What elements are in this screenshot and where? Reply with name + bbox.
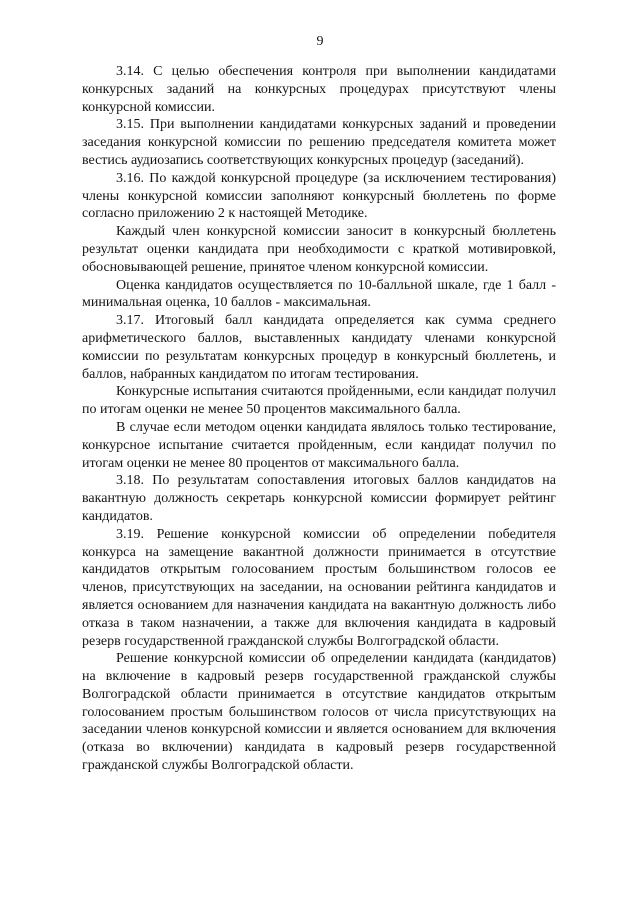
paragraph-3-15: 3.15. При выполнении кандидатами конкурсных заданий и проведении заседания конкурсной комиссии по решению председателя комитета может вестись аудиозапись соответствующих конкурсных процедур (заседаний). <box>82 117 556 168</box>
paragraph-3-18: 3.18. По результатам сопоставления итоговых баллов кандидатов на вакантную должность секретарь конкурсной комиссии формирует рейтинг кандидатов. <box>82 473 556 524</box>
paragraph-scoring-scale: Оценка кандидатов осуществляется по 10-балльной шкале, где 1 балл - минимальная оценка, 10 баллов - максимальная. <box>82 277 556 311</box>
paragraph-3-19: 3.19. Решение конкурсной комиссии об определении победителя конкурса на замещение вакантной должности принимается в отсутствие кандидатов открытым голосованием простым большинством голосов ее членов, присутствующих на заседании, на основании рейтинга кандидатов и является основанием для назначения кандидата на вакантную должность либо отказа в таком назначении, а также для включения кандидата в кадровый резерв государственной гражданской службы Волгоградской области. <box>82 526 556 649</box>
paragraph-testing-only-threshold: В случае если методом оценки кандидата являлось только тестирование, конкурсное испытание считается пройденным, если кандидат получил по итогам оценки не менее 80 процентов от максимального балла. <box>82 419 556 471</box>
paragraph-3-14: 3.14. С целью обеспечения контроля при выполнении кандидатами конкурсных заданий на конкурсных процедурах присутствуют члены конкурсной комиссии. <box>82 64 556 115</box>
page-number: 9 <box>316 34 324 49</box>
paragraph-3-17: 3.17. Итоговый балл кандидата определяется как сумма среднего арифметического баллов, выставленных кандидату членами конкурсной комиссии по результатам конкурсных процедур в конкурсный бюллетень, и баллов, набранных кандидатом по итогам тестирования. <box>82 313 556 382</box>
paragraph-reserve-decision: Решение конкурсной комиссии об определении кандидата (кандидатов) на включение в кадровый резерв государственной гражданской службы Волгоградской области принимается в отсутствие кандидатов открытым голосованием простым большинством голосов от числа присутствующих на заседании членов конкурсной комиссии и является основанием для включения (отказа во включении) кандидата в кадровый резерв государственной гражданской службы Волгоградской области. <box>82 651 556 774</box>
paragraph-member-ballot: Каждый член конкурсной комиссии заносит в конкурсный бюллетень результат оценки кандидата при необходимости с краткой мотивировкой, обосновывающей решение, принятое членом конкурсной комиссии. <box>82 224 556 275</box>
paragraph-3-16: 3.16. По каждой конкурсной процедуре (за исключением тестирования) члены конкурсной комиссии заполняют конкурсный бюллетень по форме согласно приложению 2 к настоящей Методике. <box>82 170 556 222</box>
document-body <box>82 63 556 775</box>
paragraph-passing-threshold: Конкурсные испытания считаются пройденными, если кандидат получил по итогам оценки не менее 50 процентов максимального балла. <box>82 384 556 418</box>
